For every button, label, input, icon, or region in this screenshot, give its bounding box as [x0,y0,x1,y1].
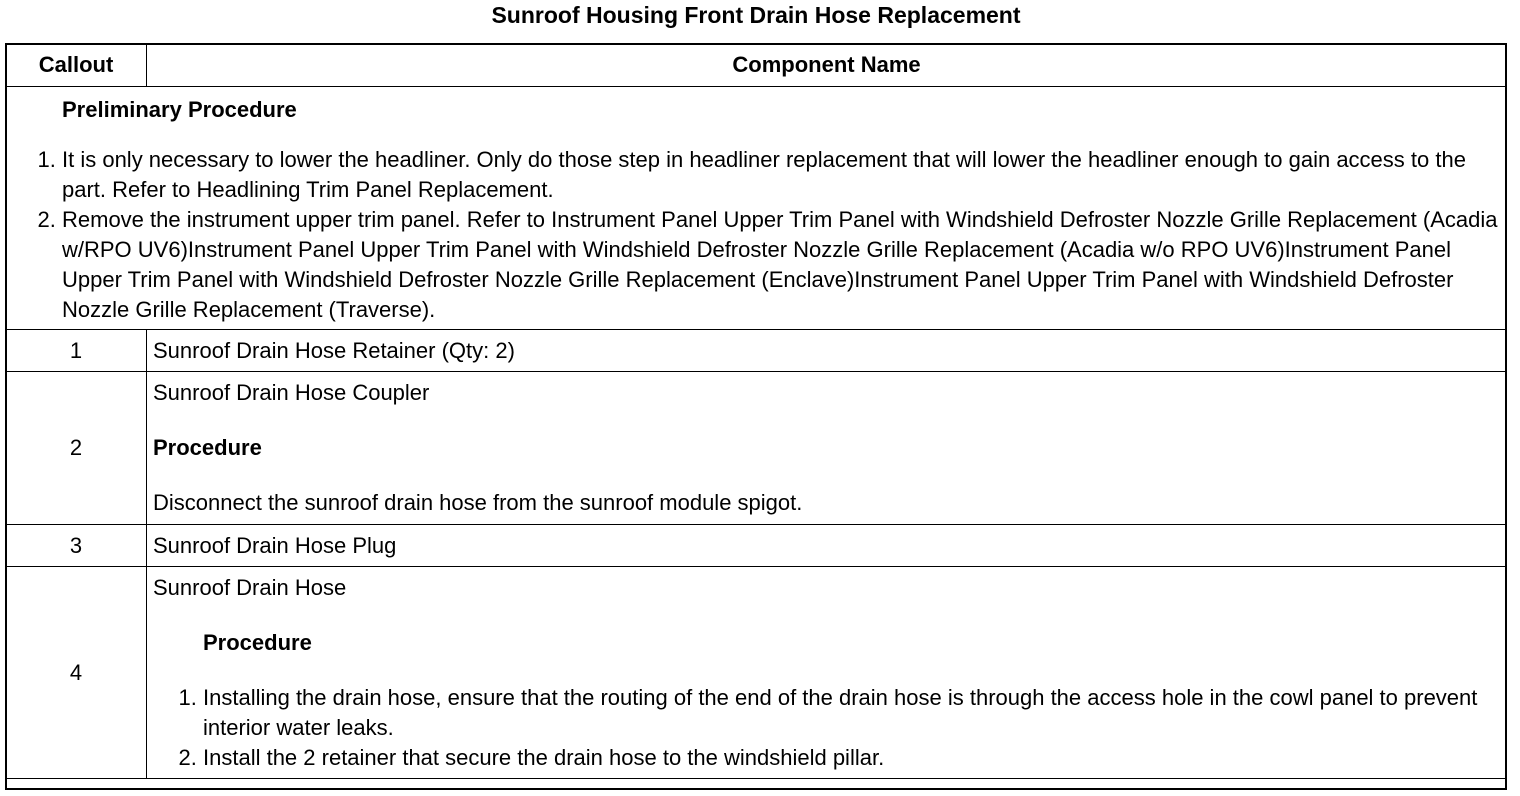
table-outer-border [5,43,1507,790]
component-name-column-header: Component Name [147,44,1507,87]
procedure-step: 1. Installing the drain hose, ensure that the routing of the end of the drain hose is through the access hole in the cowl panel to prevent interior water leaks. [203,683,1506,743]
preliminary-step: 2. Remove the instrument upper trim panel. Refer to Instrument Panel Upper Trim Panel with Windshield Defroster Nozzle Grille Replacement (Acadia w/RPO UV6)Instrument Panel Upper Trim Panel with Windshield Defroster Nozzle Grille Replacement (Acadia w/o RPO UV6)Instrument Panel Upper Trim Panel with Windshield Defroster Nozzle Grille Replacement (Enclave)Instrument Panel Upper Trim Panel with Windshield Defroster Nozzle Grille Replacement (Traverse). [62,205,1506,325]
component-name: Sunroof Drain Hose [153,575,347,600]
procedure-text: Disconnect the sunroof drain hose from the sunroof module spigot. [153,490,803,515]
callout-number: 4 [6,567,147,779]
component-name: Sunroof Drain Hose Plug [147,525,1507,567]
preliminary-procedure-heading: Preliminary Procedure [62,97,297,122]
callout-number: 1 [6,330,147,372]
callout-column-header: Callout [6,44,147,87]
component-name: Sunroof Drain Hose Retainer (Qty: 2) [147,330,1507,372]
component-name: Sunroof Drain Hose Coupler [153,380,430,405]
callout-number: 2 [6,372,147,525]
preliminary-step: 1. It is only necessary to lower the headliner. Only do those step in headliner replacement that will lower the headliner enough to gain access to the part. Refer to Headlining Trim Panel Replacement. [62,145,1506,205]
callout-number: 3 [6,525,147,567]
procedure-step: 2. Install the 2 retainer that secure the drain hose to the windshield pillar. [203,743,1506,773]
procedure-heading: Procedure [203,630,312,655]
procedure-heading: Procedure [153,435,262,460]
document-title: Sunroof Housing Front Drain Hose Replacement [491,2,1021,28]
